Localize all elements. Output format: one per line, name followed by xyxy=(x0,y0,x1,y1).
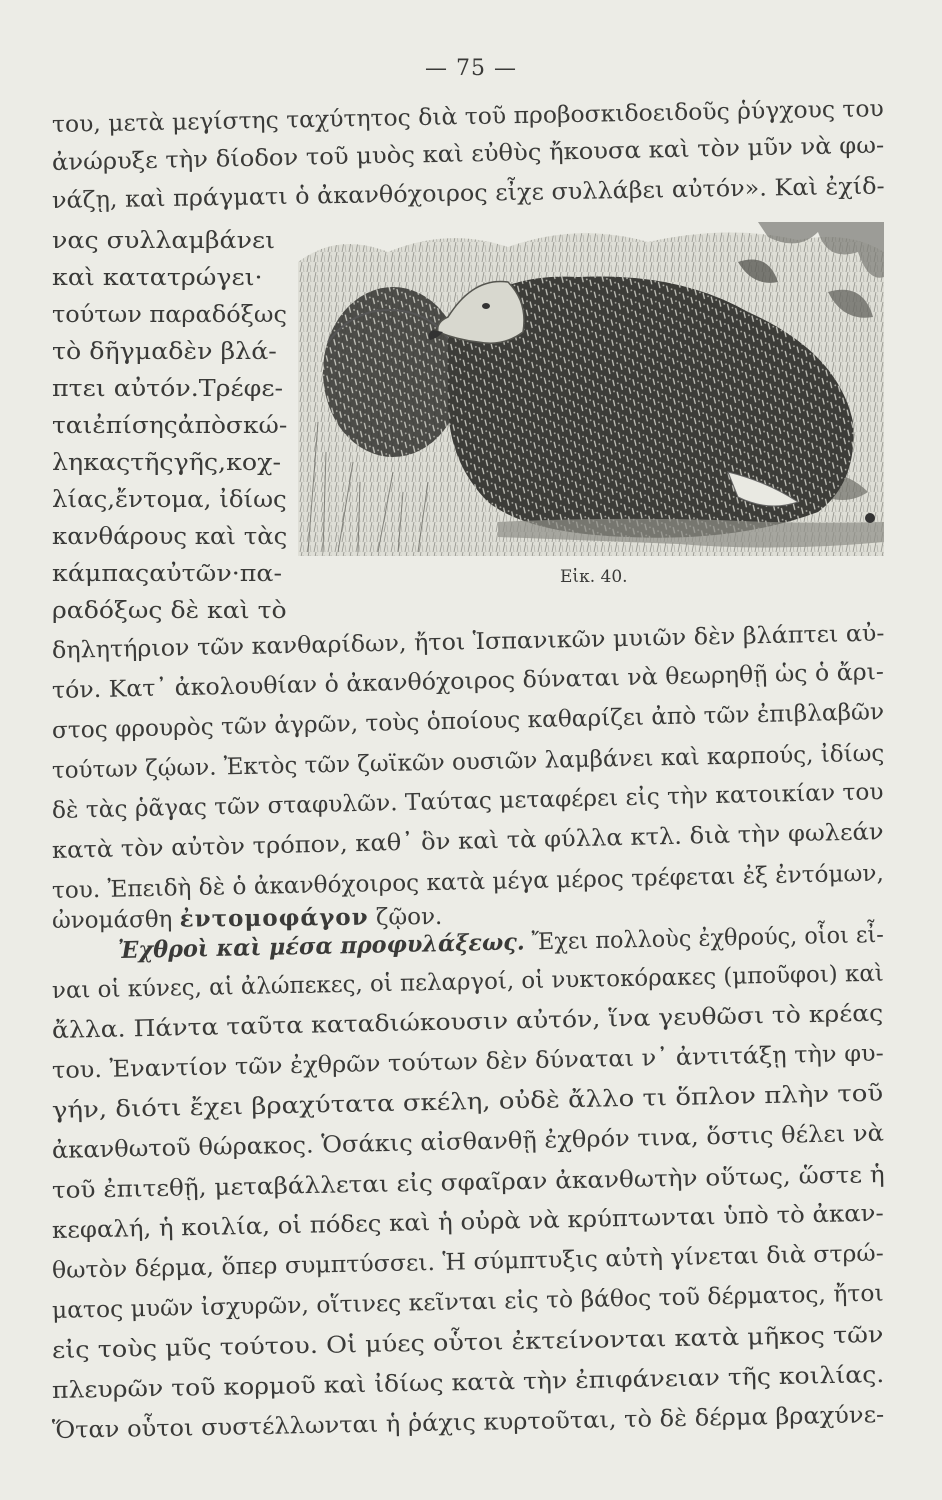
text-line: του, μετὰ μεγίστης ταχύτητος διὰ τοῦ προβοσκιδοειδοῦς ῥύγχους του xyxy=(51,96,885,138)
text-line: τόν. Κατ᾽ ἀκολουθίαν ὁ ἀκανθόχοιρος δύναται νὰ θεωρηθῇ ὡς ὁ ἄρι- xyxy=(51,659,885,704)
text-span: ζῷον. xyxy=(368,903,443,931)
text-line: δὲ τὰς ῥᾶγας τῶν σταφυλῶν. Ταύτας μεταφέρει εἰς τὴν κατοικίαν του xyxy=(51,779,884,824)
text-line: Ὅταν οὗτοι συστέλλωνται ἡ ῥάχις κυρτοῦται, τὸ δὲ δέρμα βραχύνε- xyxy=(51,1402,885,1444)
figure-caption: Εἰκ. 40. xyxy=(560,567,628,587)
text-line: ἀνώρυξε τὴν δίοδον τοῦ μυὸς καὶ εὐθὺς ἤκουσα καὶ τὸν μῦν νὰ φω- xyxy=(51,132,885,176)
text-line: τοῦ ἐπιτεθῇ, μεταβάλλεται εἰς σφαῖραν ἀκανθωτὴν οὕτως, ὥστε ἡ xyxy=(51,1162,885,1204)
text-line: πτει αὐτόν.Τρέφε- xyxy=(52,376,284,402)
text-span: ὠνομάσθη xyxy=(51,906,180,934)
text-line: ραδόξως δὲ καὶ τὸ xyxy=(52,598,287,624)
text-line: κατὰ τὸν αὐτὸν τρόπον, καθ᾽ ὃν καὶ τὰ φύλλα κτλ. διὰ τὴν φωλεάν xyxy=(51,819,884,864)
section-heading: Ἐχθροὶ καὶ μέσα προφυλάξεως. xyxy=(117,928,525,964)
text-line: νας συλλαμβάνει xyxy=(52,228,276,254)
hedgehog-illustration xyxy=(298,222,884,556)
text-line: κανθάρους καὶ τὰς xyxy=(52,524,288,550)
text-line: ἄλλα. Πάντα ταῦτα καταδιώκουσιν αὐτόν, ἵνα γευθῶσι τὸ κρέας xyxy=(51,1000,884,1044)
text-line: τούτων παραδόξως xyxy=(52,302,287,328)
text-line: θωτὸν δέρμα, ὅπερ συμπτύσσει. Ἡ σύμπτυξις αὐτὴ γίνεται διὰ στρώ- xyxy=(51,1240,884,1284)
text-line: τούτων ζῴων. Ἐκτὸς τῶν ζωϊκῶν ουσιῶν λαμβάνει καὶ καρπούς, ἰδίως xyxy=(51,740,885,784)
text-line: στος φρουρὸς τῶν ἀγρῶν, τοὺς ὁποίους καθαρίζει ἀπὸ τῶν ἐπιβλαβῶν xyxy=(51,699,885,744)
text-line: νάζῃ, καὶ πράγματι ὁ ἀκανθόχοιρος εἶχε συλλάβει αὐτόν». Καὶ ἐχίδ- xyxy=(51,173,885,214)
text-line: ματος μυῶν ἰσχυρῶν, οἵτινες κεῖνται εἰς τὸ βάθος τοῦ δέρματος, ἤτοι xyxy=(51,1280,884,1324)
text-line: γήν, διότι ἔχει βραχύτατα σκέλη, οὐδὲ ἄλλο τι ὅπλον πλὴν τοῦ xyxy=(51,1080,884,1124)
text-line: ληκαςτῆςγῆς,κοχ- xyxy=(52,450,282,476)
text-line: του. Ἐπειδὴ δὲ ὁ ἀκανθόχοιρος κατὰ μέγα μέρος τρέφεται ἐξ ἐντόμων, xyxy=(51,860,885,904)
text-line: εἰς τοὺς μῦς τούτου. Οἱ μύες οὗτοι ἐκτείνονται κατὰ μῆκος τῶν xyxy=(51,1322,884,1364)
text-line: ταιἐπίσηςἀπὸσκώ- xyxy=(52,413,288,439)
bold-term: ἐντομοφάγον xyxy=(179,903,369,933)
page-number: — 75 — xyxy=(425,56,517,81)
text-line: καὶ κατατρώγει· xyxy=(52,265,263,291)
text-span: Ἔχει πολλοὺς ἐχθρούς, οἷοι εἶ- xyxy=(524,921,885,956)
text-line: κεφαλή, ἡ κοιλία, οἱ πόδες καὶ ἡ οὐρὰ νὰ κρύπτωνται ὑπὸ τὸ ἀκαν- xyxy=(51,1200,884,1244)
text-line: πλευρῶν τοῦ κορμοῦ καὶ ἰδίως κατὰ τὴν ἐπιφάνειαν τῆς κοιλίας. xyxy=(51,1362,885,1404)
text-line: του. Ἐναντίον τῶν ἐχθρῶν τούτων δὲν δύναται ν᾽ ἀντιτάξῃ τὴν φυ- xyxy=(51,1040,885,1084)
text-line: κάμπαςαὐτῶν·πα- xyxy=(52,561,283,587)
text-line: ναι οἱ κύνες, αἱ ἀλώπεκες, οἱ πελαργοί, οἱ νυκτοκόρακες (μποῦφοι) καὶ xyxy=(51,960,885,1004)
text-line: τὸ δῆγμαδὲν βλά- xyxy=(52,339,277,365)
text-line: λίας,ἔντομα, ἰδίως xyxy=(52,487,287,513)
text-line: ἀκανθωτοῦ θώρακος. Ὁσάκις αἰσθανθῇ ἐχθρόν τινα, ὅστις θέλει νὰ xyxy=(51,1120,885,1164)
text-line: δηλητήριον τῶν κανθαρίδων, ἤτοι Ἱσπανικῶν μυιῶν δὲν βλάπτει αὐ- xyxy=(51,620,885,664)
